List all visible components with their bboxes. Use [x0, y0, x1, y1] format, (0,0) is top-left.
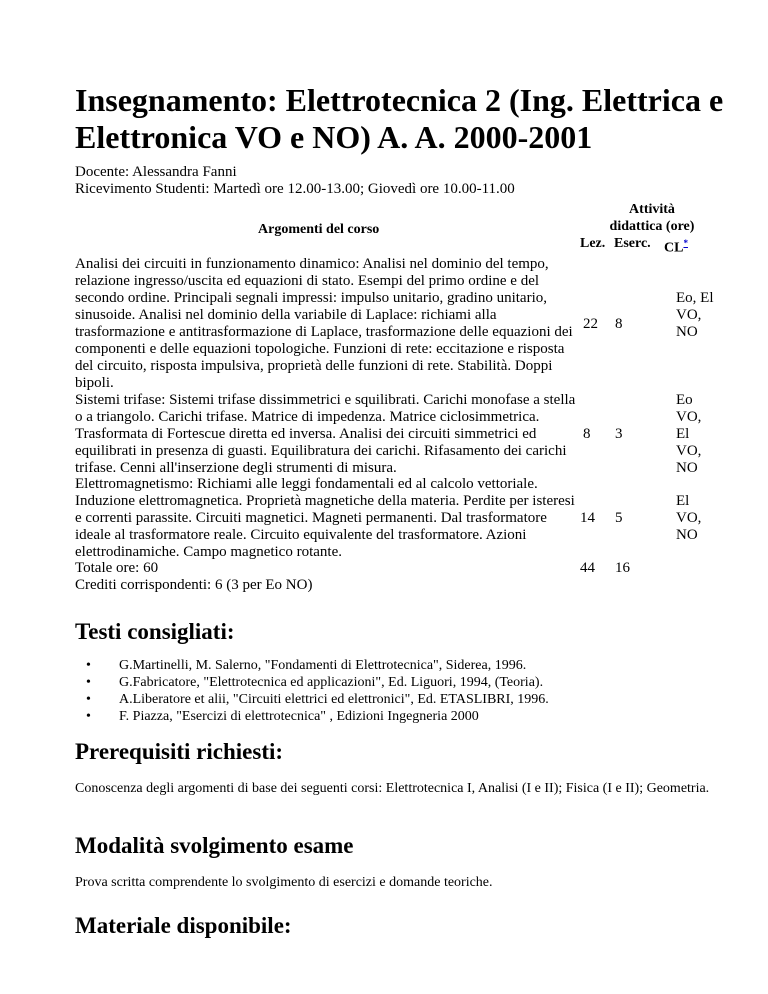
header-activity-1: Attività	[629, 202, 675, 217]
materiale-heading: Materiale disponibile:	[75, 913, 292, 938]
header-cl-label: CL	[664, 240, 684, 256]
totale-lez: 44	[580, 560, 595, 576]
testi-heading: Testi consigliati:	[75, 619, 235, 644]
header-topics: Argomenti del corso	[258, 222, 380, 237]
row-1-cl: Eo, El VO, NO	[676, 290, 714, 340]
list-item	[75, 657, 549, 674]
crediti-line: Crediti corrispondenti: 6 (3 per Eo NO)	[75, 577, 313, 593]
row-1-eserc: 8	[615, 316, 623, 332]
row-3-eserc: 5	[615, 510, 623, 526]
totale-label: Totale ore: 60	[75, 560, 159, 576]
row-1-lez: 22	[583, 316, 598, 332]
esame-text: Prova scritta comprendente lo svolgimento di esercizi e domande teoriche.	[75, 875, 493, 890]
page-title: Insegnamento: Elettrotecnica 2 (Ing. Elettrica e Elettronica VO e NO) A. A. 2000-2001	[75, 82, 724, 155]
header-lez: Lez.	[580, 236, 606, 251]
row-3-cl: El VO, NO	[676, 493, 702, 543]
book-entry: A.Liberatore et alii, "Circuiti elettrici ed elettronici", Ed. ETASLIBRI, 1996.	[119, 692, 549, 707]
list-item	[75, 708, 549, 725]
esame-heading: Modalità svolgimento esame	[75, 833, 354, 858]
bullet-icon: •	[86, 692, 91, 707]
bullet-icon: •	[86, 658, 91, 673]
docente-line: Docente: Alessandra Fanni	[75, 164, 237, 180]
bullet-icon: •	[86, 675, 91, 690]
row-2-lez: 8	[583, 426, 591, 442]
testi-list	[75, 657, 549, 725]
row-2-description: Sistemi trifase: Sistemi trifase dissimmetrici e squilibrati. Carichi monofase a stella o a triangolo. Carichi trifase. Matrice di impedenza. Matrice ciclosimmetrica. Trasformata di Fortescue diretta ed inversa. Analisi dei circuiti simmetrici ed equilibrati in presenza di guasti. Equilibratura dei carichi. Rifasamento dei carichi trifase. Cenni all'inserzione degli strumenti di misura.	[75, 392, 576, 476]
list-item	[75, 691, 549, 708]
cl-footnote-link[interactable]: *	[683, 238, 688, 248]
header-eserc: Eserc.	[614, 236, 651, 251]
book-entry: G.Fabricatore, "Elettrotecnica ed applicazioni", Ed. Liguori, 1994, (Teoria).	[119, 675, 544, 690]
ricevimento-line: Ricevimento Studenti: Martedì ore 12.00-13.00; Giovedì ore 10.00-11.00	[75, 181, 515, 197]
book-entry: G.Martinelli, M. Salerno, "Fondamenti di Elettrotecnica", Siderea, 1996.	[119, 658, 527, 673]
bullet-icon: •	[86, 709, 91, 724]
header-activity-2: didattica (ore)	[609, 219, 695, 234]
row-1-description: Analisi dei circuiti in funzionamento dinamico: Analisi nel dominio del tempo, relazione ingresso/uscita ed equazioni di stato. Esempi del primo ordine e del secondo ordine. Principali segnali impressi: impulso unitario, gradino unitario, sinusoide. Analisi nel dominio della variabile di Laplace: richiami alla trasformazione e antitrasformazione di Laplace, trasformazione delle equazioni dei componenti e delle equazioni topologiche. Funzioni di rete: eccitazione e risposta del circuito, risposta impulsiva, proprietà delle funzioni di rete. Stabilità. Doppi bipoli.	[75, 256, 573, 391]
row-2-cl: Eo VO, El VO, NO	[676, 392, 702, 476]
prerequisiti-heading: Prerequisiti richiesti:	[75, 739, 284, 764]
prerequisiti-text: Conoscenza degli argomenti di base dei seguenti corsi: Elettrotecnica I, Analisi (I e II); Fisica (I e II); Geometria.	[75, 781, 710, 796]
row-3-lez: 14	[580, 510, 595, 526]
book-entry: F. Piazza, "Esercizi di elettrotecnica" , Edizioni Ingegneria 2000	[119, 709, 479, 724]
header-cl	[664, 235, 688, 257]
totale-eserc: 16	[615, 560, 630, 576]
row-3-description: Elettromagnetismo: Richiami alle leggi fondamentali ed al calcolo vettoriale. Induzione elettromagnetica. Proprietà magnetiche della materia. Perdite per isteresi e correnti parassite. Circuiti magnetici. Magneti permanenti. Dal trasformatore ideale al trasformatore reale. Circuito equivalente del trasformatore. Azioni elettrodinamiche. Campo magnetico rotante.	[75, 476, 575, 560]
row-2-eserc: 3	[615, 426, 623, 442]
list-item	[75, 674, 549, 691]
